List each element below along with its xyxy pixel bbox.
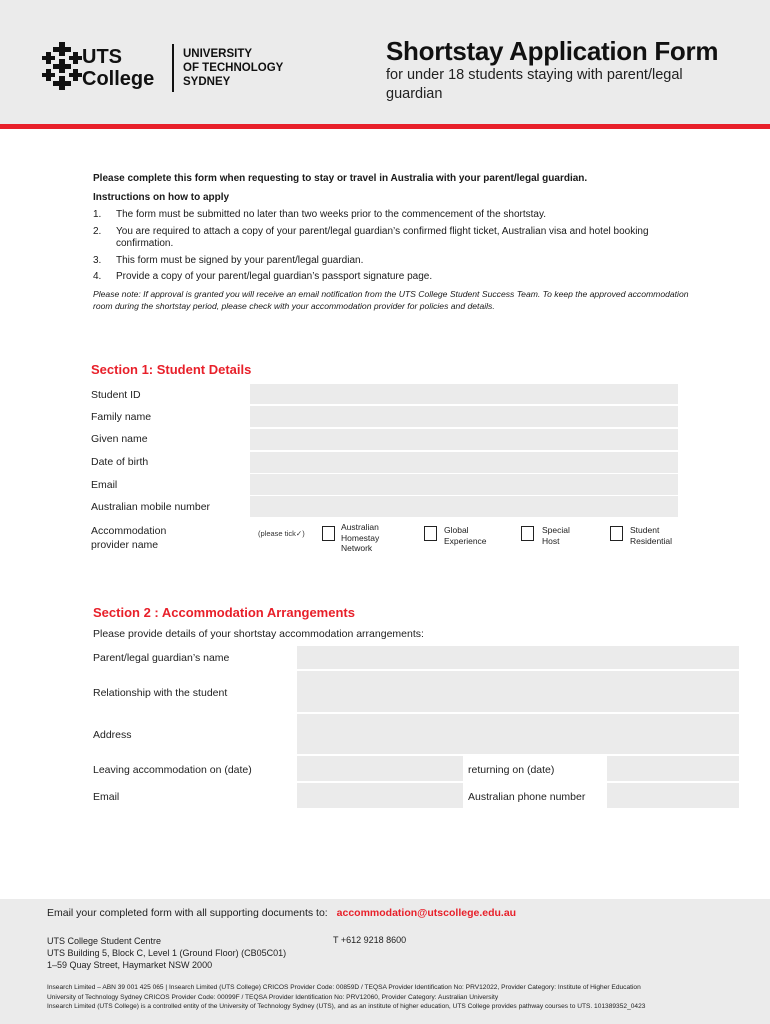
approval-note: Please note: If approval is granted you will receive an email notification from the UTS College Student Success Team. To keep the approved accommodation room during the shortstay period, please check with your accommodation provider for policies and details. <box>93 288 689 311</box>
global-experience-checkbox[interactable] <box>424 526 437 541</box>
leaving-date-label: Leaving accommodation on (date) <box>93 764 252 776</box>
returning-date-label: returning on (date) <box>468 764 555 776</box>
family-name-label: Family name <box>91 411 152 423</box>
tick-hint: (please tick✓) <box>258 529 305 538</box>
centre-line-2: UTS Building 5, Block C, Level 1 (Ground Floor) (CB05C01) <box>47 948 287 958</box>
uts-logo-icon <box>42 42 82 92</box>
accommodation-provider-label: Accommodation provider name <box>91 525 167 551</box>
instruction-text: This form must be signed by your parent/legal guardian. <box>116 254 364 266</box>
family-name-field[interactable] <box>250 406 678 427</box>
university-line-3: SYDNEY <box>183 76 231 88</box>
page-header <box>0 0 770 124</box>
instructions-title: Instructions on how to apply <box>93 192 230 203</box>
legal-line-1: Insearch Limited – ABN 39 001 425 065 | Insearch Limited (UTS College) CRICOS Provider Code: 00859D / TEQSA Provider Identification No: PRV12022, Provider Category: Institute of Higher Education <box>47 984 641 991</box>
mobile-field[interactable] <box>250 496 678 517</box>
student-id-label: Student ID <box>91 389 141 401</box>
centre-line-1: UTS College Student Centre <box>47 936 162 946</box>
logo-divider <box>172 44 174 92</box>
guardian-email-label: Email <box>93 791 120 803</box>
instruction-number: 4. <box>93 271 102 282</box>
guardian-name-label: Parent/legal guardian’s name <box>93 652 230 664</box>
logo-uts-text: UTS <box>82 46 122 68</box>
university-line-1: UNIVERSITY <box>183 48 253 60</box>
returning-date-field[interactable] <box>607 756 739 781</box>
guardian-email-field[interactable] <box>297 783 463 808</box>
instruction-text: You are required to attach a copy of your parent/legal guardian’s confirmed flight ticket, Australian visa and hotel booking confirmation. <box>116 225 649 249</box>
section-2-intro: Please provide details of your shortstay accommodation arrangements: <box>93 628 424 640</box>
instruction-item <box>93 255 693 268</box>
dob-label: Date of birth <box>91 456 149 468</box>
dob-field[interactable] <box>250 452 678 473</box>
guardian-phone-field[interactable] <box>607 783 739 808</box>
student-id-field[interactable] <box>250 384 678 404</box>
guardian-phone-label: Australian phone number <box>468 791 586 803</box>
given-name-field[interactable] <box>250 429 678 450</box>
student-centre-address <box>47 935 286 971</box>
special-host-checkbox[interactable] <box>521 526 534 541</box>
page-subtitle: for under 18 students staying with parent/legal guardian <box>386 67 683 102</box>
instruction-number: 1. <box>93 209 102 220</box>
accommodation-email-link[interactable]: accommodation@utscollege.edu.au <box>336 907 517 919</box>
intro-lead: Please complete this form when requesting to stay or travel in Australia with your parent/legal guardian. <box>93 173 588 184</box>
legal-line-3: Insearch Limited (UTS College) is a controlled entity of the University of Technology Sydney (UTS), and as an institute of higher education, UTS College provides pathway courses to UTS. 101389352_0423 <box>47 1003 646 1010</box>
instruction-number: 2. <box>93 225 102 237</box>
submission-email-line <box>47 907 516 919</box>
instructions-list <box>93 209 693 284</box>
homestay-checkbox[interactable] <box>322 526 335 541</box>
instruction-text: Provide a copy of your parent/legal guardian’s passport signature page. <box>116 271 433 282</box>
global-experience-label: Global Experience <box>444 525 487 546</box>
instructions-block <box>93 173 693 312</box>
section-2-title: Section 2 : Accommodation Arrangements <box>93 605 355 620</box>
student-residential-label: Student Residential <box>630 525 673 546</box>
address-field[interactable] <box>297 714 739 754</box>
legal-text <box>47 983 747 1012</box>
email-prompt: Email your completed form with all supporting documents to: <box>47 907 328 919</box>
centre-line-3: 1–59 Quay Street, Haymarket NSW 2000 <box>47 960 213 970</box>
instruction-item <box>93 226 693 251</box>
logo-wordmark <box>82 46 154 90</box>
instruction-item <box>93 271 693 284</box>
centre-phone: T +612 9218 8600 <box>333 935 407 945</box>
given-name-label: Given name <box>91 433 148 445</box>
instruction-number: 3. <box>93 254 102 266</box>
email-field[interactable] <box>250 474 678 495</box>
address-label: Address <box>93 729 132 741</box>
logo-college-text: College <box>82 68 155 90</box>
section-1-title: Section 1: Student Details <box>91 362 252 377</box>
university-name <box>183 47 283 89</box>
instruction-text: The form must be submitted no later than two weeks prior to the commencement of the shortstay. <box>116 209 547 220</box>
header-accent-bar <box>0 124 770 129</box>
guardian-name-field[interactable] <box>297 646 739 669</box>
mobile-label: Australian mobile number <box>91 501 211 513</box>
leaving-date-field[interactable] <box>297 756 463 781</box>
university-line-2: OF TECHNOLOGY <box>183 62 284 74</box>
email-label: Email <box>91 479 118 491</box>
instruction-item <box>93 209 693 222</box>
relationship-label: Relationship with the student <box>93 687 228 699</box>
student-residential-checkbox[interactable] <box>610 526 623 541</box>
relationship-field[interactable] <box>297 671 739 712</box>
legal-line-2: University of Technology Sydney CRICOS Provider Code: 00099F / TEQSA Provider Identification No: PRV12060, Provider Category: Australian University <box>47 993 499 1001</box>
special-host-label: Special Host <box>542 525 570 546</box>
homestay-label: Australian Homestay Network <box>341 522 380 553</box>
page-title: Shortstay Application Form <box>386 36 719 66</box>
